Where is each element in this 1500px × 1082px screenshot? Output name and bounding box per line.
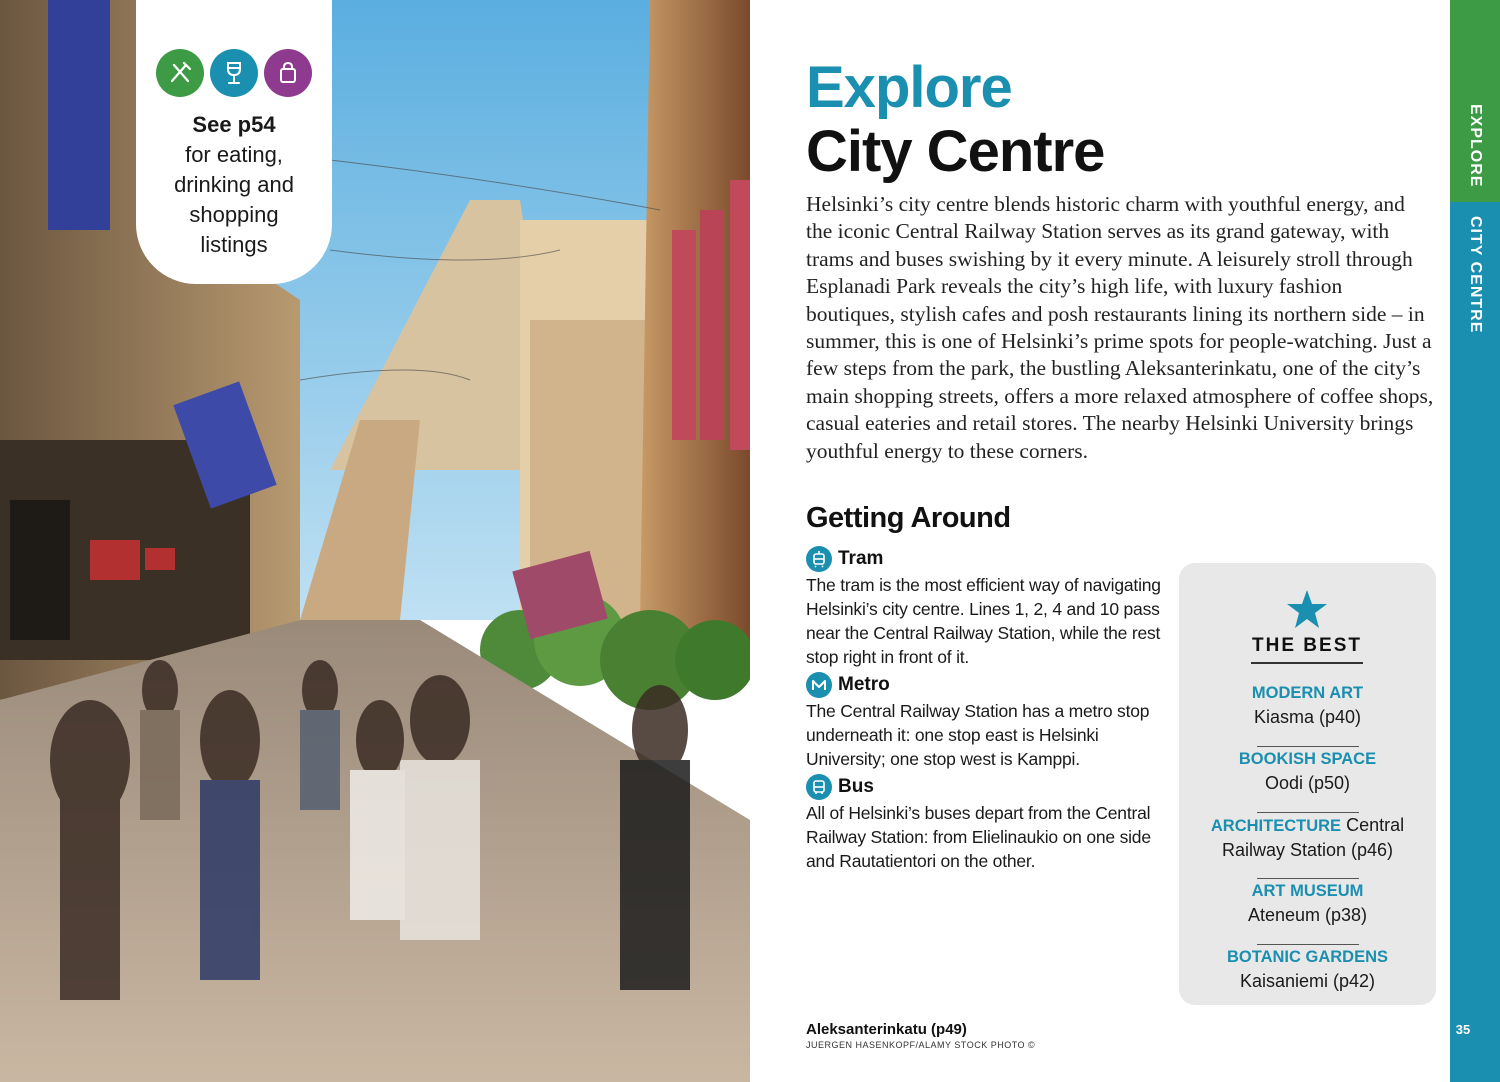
tram-icon — [806, 546, 832, 572]
page-title-city: City Centre — [806, 119, 1105, 184]
callout-page-ref[interactable]: See p54 — [192, 112, 276, 137]
callout-line1: for eating, — [185, 142, 283, 167]
bus-text: All of Helsinki’s buses depart from the Central Railway Station: from Elielinaukio on one side and Rautatientori on the other. — [806, 803, 1151, 871]
page-number: 35 — [1455, 1022, 1471, 1037]
page-title-explore: Explore — [806, 55, 1012, 120]
best-category: MODERN ART — [1251, 684, 1364, 702]
metro-icon — [806, 672, 832, 698]
photo-caption — [806, 1021, 1035, 1050]
metro-section — [806, 671, 1161, 771]
best-value: Kaisaniemi (p42) — [1239, 971, 1376, 991]
tram-text: The tram is the most efficient way of navigating Helsinki’s city centre. Lines 1, 2, 4 and 10 pass near the Central Railway Station, while the rest stop right in front of it. — [806, 575, 1161, 667]
shopping-bag-icon — [264, 49, 312, 97]
bus-icon — [806, 774, 832, 800]
bus-section — [806, 773, 1161, 873]
tab-explore[interactable] — [1450, 0, 1500, 202]
best-category: BOOKISH SPACE — [1238, 750, 1377, 768]
best-value-inline: Central — [1341, 815, 1405, 835]
the-best-box — [1179, 563, 1436, 1005]
getting-around-heading: Getting Around — [806, 502, 1011, 534]
best-item-modern-art[interactable] — [1179, 681, 1436, 746]
best-category: BOTANIC GARDENS — [1226, 948, 1389, 966]
star-icon — [1286, 589, 1328, 629]
best-item-art-museum[interactable] — [1179, 879, 1436, 944]
tab-city-centre[interactable] — [1450, 202, 1500, 1082]
metro-title: Metro — [838, 674, 890, 695]
listings-callout — [136, 0, 332, 284]
callout-line4: listings — [200, 232, 268, 257]
best-value: Oodi (p50) — [1264, 773, 1351, 793]
the-best-title: THE BEST — [1251, 635, 1363, 664]
best-category: ART MUSEUM — [1251, 882, 1364, 900]
callout-line3: shopping — [189, 202, 279, 227]
best-value: Ateneum (p38) — [1247, 905, 1368, 925]
tram-section — [806, 545, 1161, 669]
tab-city-label: CITY CENTRE — [1467, 216, 1484, 334]
tab-explore-label: EXPLORE — [1467, 104, 1484, 188]
callout-text — [136, 110, 332, 260]
best-item-botanic-gardens[interactable] — [1179, 945, 1436, 1010]
callout-line2: drinking and — [174, 172, 294, 197]
best-value: Kiasma (p40) — [1253, 707, 1362, 727]
wine-glass-icon — [210, 49, 258, 97]
best-category: ARCHITECTURE — [1210, 817, 1342, 835]
best-value: Railway Station (p46) — [1221, 840, 1394, 860]
bus-title: Bus — [838, 776, 874, 797]
caption-credit: JUERGEN HASENKOPF/ALAMY STOCK PHOTO © — [806, 1040, 1036, 1050]
cutlery-icon — [156, 49, 204, 97]
caption-title: Aleksanterinkatu (p49) — [806, 1021, 967, 1038]
intro-paragraph: Helsinki’s city centre blends historic charm with youthful energy, and the iconic Central Railway Station serves as its grand gateway, with trams and buses swishing by it every minute. A leisurely stroll through Esplanadi Park reveals the city’s high life, with luxury fashion boutiques, stylish cafes and posh restaurants lining its northern side – in summer, this is one of Helsinki’s prime spots for people-watching. Just a few steps from the park, the bustling Aleksanterinkatu, one of the city’s main shopping streets, offers a more relaxed atmosphere of coffee shops, casual eateries and retail stores. The nearby Helsinki University brings youthful energy to these corners. — [806, 192, 1434, 463]
best-item-architecture[interactable] — [1179, 813, 1436, 878]
tram-title: Tram — [838, 548, 884, 569]
metro-text: The Central Railway Station has a metro stop underneath it: one stop east is Helsinki University; one stop west is Kamppi. — [806, 701, 1150, 769]
callout-icons — [156, 49, 312, 97]
best-item-bookish-space[interactable] — [1179, 747, 1436, 812]
